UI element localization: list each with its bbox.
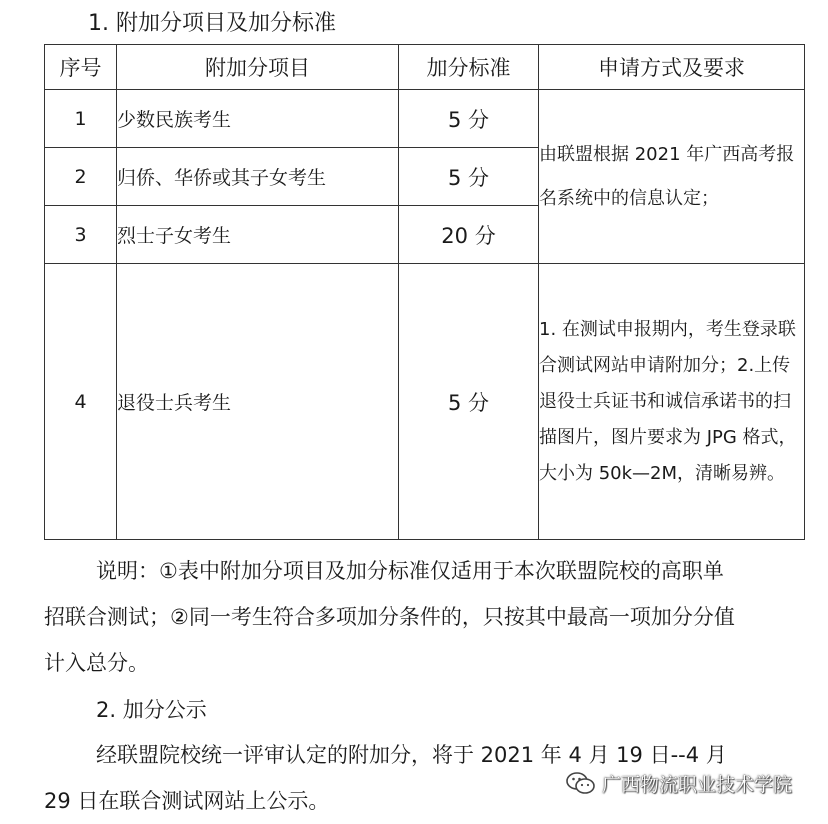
header-item: 附加分项目	[117, 45, 399, 90]
row-score: 20 分	[399, 206, 539, 264]
watermark-text: 广西物流职业技术学院	[602, 774, 793, 796]
note-paragraph: 说明：①表中附加分项目及加分标准仅适用于本次联盟院校的高职单招联合测试；②同一考生符合多项加分条件的，只按其中最高一项加分分值计入总分。	[44, 559, 735, 675]
row-number: 4	[45, 264, 117, 540]
row-number: 3	[45, 206, 117, 264]
row-item: 归侨、华侨或其子女考生	[117, 148, 399, 206]
row-method: 1. 在测试申报期内，考生登录联合测试网站申请附加分；2.上传退役士兵证书和诚信承诺书的扫描图片，图片要求为 JPG 格式，大小为 50k—2M，清晰易辨。	[539, 264, 805, 540]
table-row	[45, 90, 805, 148]
row-item: 少数民族考生	[117, 90, 399, 148]
row-number: 1	[45, 90, 117, 148]
header-score: 加分标准	[399, 45, 539, 90]
bonus-points-table	[44, 44, 805, 540]
table-header-row	[45, 45, 805, 90]
section-2-title: 2. 加分公示	[96, 698, 207, 722]
row-score: 5 分	[399, 264, 539, 540]
watermark	[566, 770, 792, 797]
section-1-title: 1. 附加分项目及加分标准	[88, 11, 336, 36]
row-score: 5 分	[399, 148, 539, 206]
row-number: 2	[45, 148, 117, 206]
row-item: 退役士兵考生	[117, 264, 399, 540]
header-method: 申请方式及要求	[539, 45, 805, 90]
row-item: 烈士子女考生	[117, 206, 399, 264]
header-serial: 序号	[45, 45, 117, 90]
table-row	[45, 264, 805, 540]
wechat-icon	[566, 771, 596, 797]
row-method-merged: 由联盟根据 2021 年广西高考报名系统中的信息认定；	[539, 90, 805, 264]
publication-paragraph: 经联盟院校统一评审认定的附加分，将于 2021 年 4 月 19 日--4 月 29 日在联合测试网站上公示。	[44, 743, 727, 813]
row-score: 5 分	[399, 90, 539, 148]
